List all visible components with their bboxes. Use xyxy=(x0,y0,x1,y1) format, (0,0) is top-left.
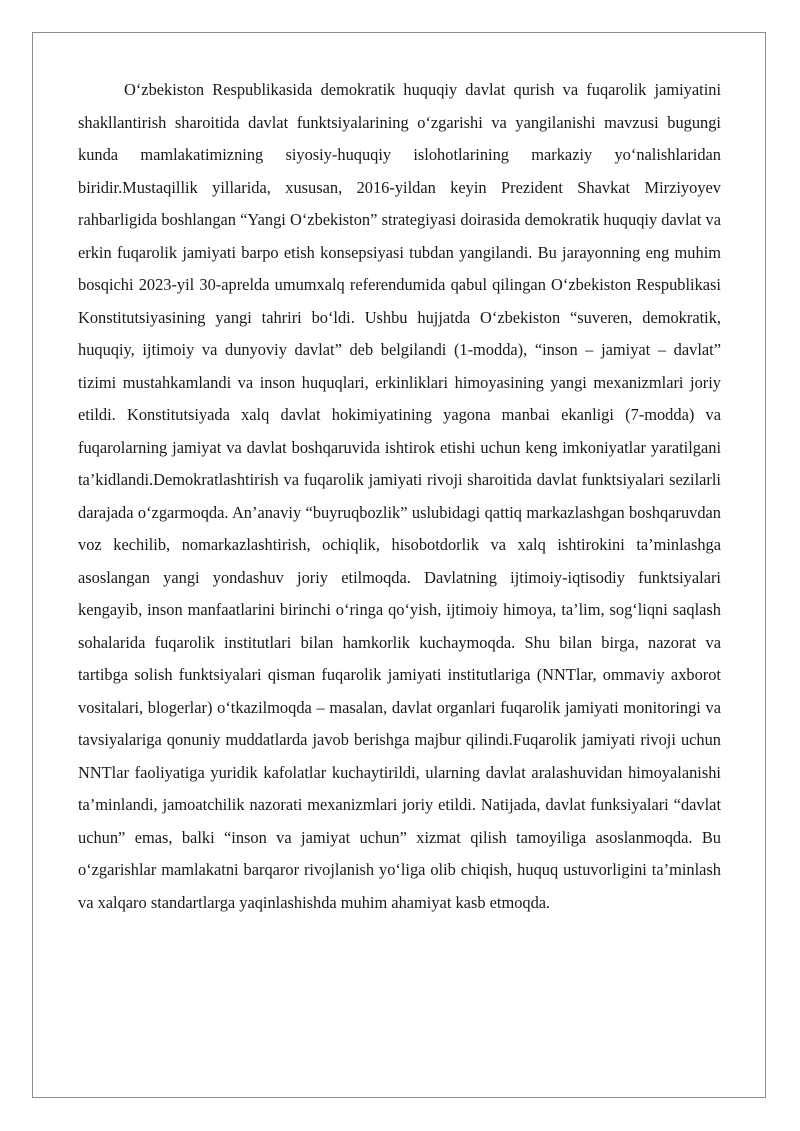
page-frame xyxy=(32,32,766,1098)
body-paragraph: O‘zbekiston Respublikasida demokratik huquqiy davlat qurish va fuqarolik jamiyatini shakllantirish sharoitida davlat funktsiyalarining o‘zgarishi va yangilanishi mavzusi bugungi kunda mamlakatimizning siyosiy-huquqiy islohotlarining markaziy yo‘nalishlaridan biridir.Mustaqillik yillarida, xususan, 2016-yildan keyin Prezident Shavkat Mirziyoyev rahbarligida boshlangan “Yangi O‘zbekiston” strategiyasi doirasida demokratik huquqiy davlat va erkin fuqarolik jamiyati barpo etish konsepsiyasi tubdan yangilandi. Bu jarayonning eng muhim bosqichi 2023-yil 30-aprelda umumxalq referendumida qabul qilingan O‘zbekiston Respublikasi Konstitutsiyasining yangi tahriri bo‘ldi. Ushbu hujjatda O‘zbekiston “suveren, demokratik, huquqiy, ijtimoiy va dunyoviy davlat” deb belgilandi (1-modda), “inson – jamiyat – davlat” tizimi mustahkamlandi va inson huquqlari, erkinliklari himoyasining yangi mexanizmlari joriy etildi. Konstitutsiyada xalq davlat hokimiyatining yagona manbai ekanligi (7-modda) va fuqarolarning jamiyat va davlat boshqaruvida ishtirok etishi uchun keng imkoniyatlar yaratilgani ta’kidlandi.Demokratlashtirish va fuqarolik jamiyati rivoji sharoitida davlat funktsiyalari sezilarli darajada o‘zgarmoqda. An’anaviy “buyruqbozlik” uslubidagi qattiq markazlashgan boshqaruvdan voz kechilib, nomarkazlashtirish, ochiqlik, hisobotdorlik va xalq ishtirokini ta’minlashga asoslangan yangi yondashuv joriy etilmoqda. Davlatning ijtimoiy-iqtisodiy funktsiyalari kengayib, inson manfaatlarini birinchi o‘ringa qo‘yish, ijtimoiy himoya, ta’lim, sog‘liqni saqlash sohalarida fuqarolik institutlari bilan hamkorlik kuchaymoqda. Shu bilan birga, nazorat va tartibga solish funktsiyalari qisman fuqarolik jamiyati institutlariga (NNTlar, ommaviy axborot vositalari, blogerlar) o‘tkazilmoqda – masalan, davlat organlari fuqarolik jamiyati monitoringi va tavsiyalariga qonuniy muddatlarda javob berishga majbur qilindi.Fuqarolik jamiyati rivoji uchun NNTlar faoliyatiga yuridik kafolatlar kuchaytirildi, ularning davlat aralashuvidan himoyalanishi ta’minlandi, jamoatchilik nazorati mexanizmlari joriy etildi. Natijada, davlat funksiyalari “davlat uchun” emas, balki “inson va jamiyat uchun” xizmat qilish tamoyiliga asoslanmoqda. Bu o‘zgarishlar mamlakatni barqaror rivojlanish yo‘liga olib chiqish, huquq ustuvorligini ta’minlash va xalqaro standartlarga yaqinlashishda muhim ahamiyat kasb etmoqda. xyxy=(78,80,721,912)
